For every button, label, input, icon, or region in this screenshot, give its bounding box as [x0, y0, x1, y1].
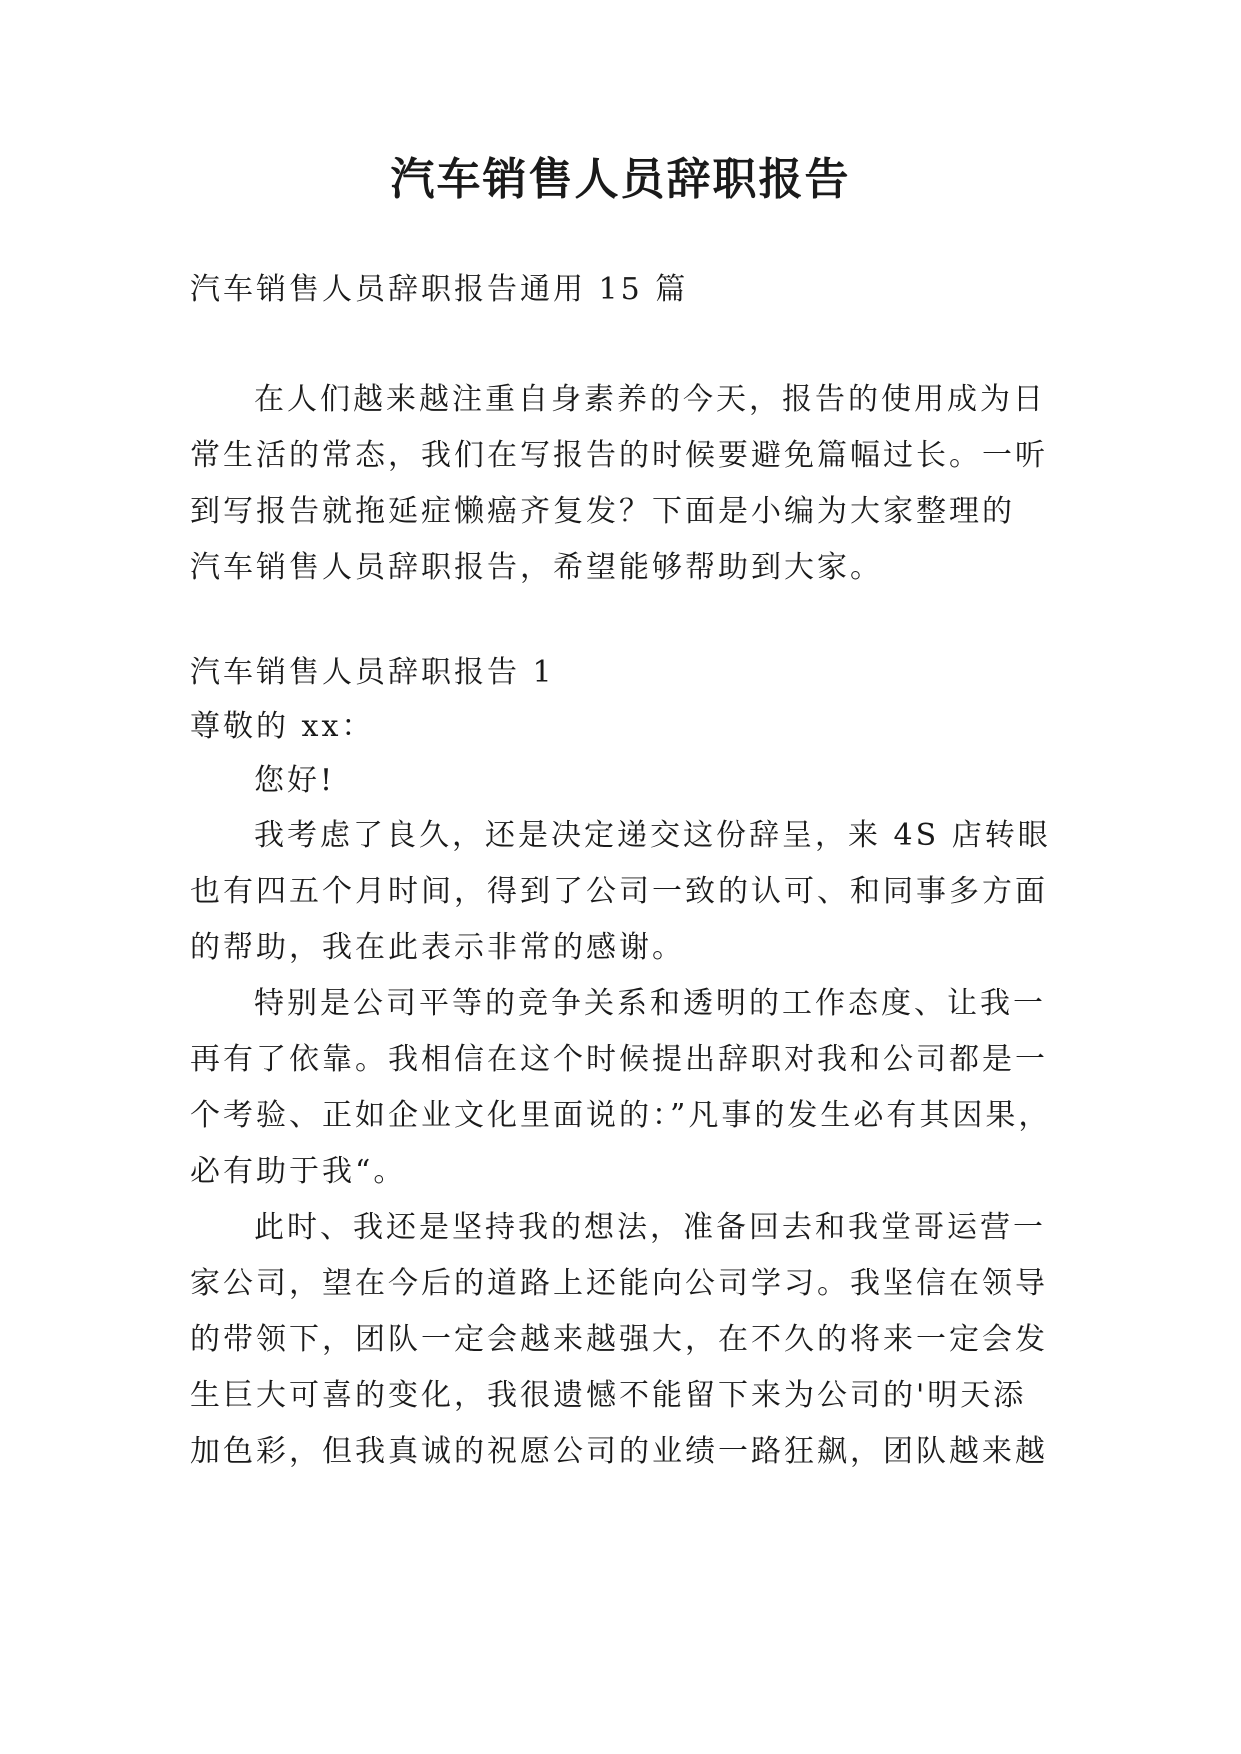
document-title: 汽车销售人员辞职报告: [390, 154, 851, 205]
intro-line: 在人们越来越注重自身素养的今天，报告的使用成为日: [254, 382, 1046, 417]
paragraph-line: 生巨大可喜的变化，我很遗憾不能留下来为公司的'明天添: [190, 1378, 1027, 1413]
greeting: 您好!: [254, 763, 336, 798]
intro-line: 汽车销售人员辞职报告，希望能够帮助到大家。: [190, 550, 883, 585]
paragraph-line: 家公司，望在今后的道路上还能向公司学习。我坚信在领导: [190, 1266, 1048, 1301]
paragraph-line: 的带领下，团队一定会越来越强大，在不久的将来一定会发: [190, 1322, 1048, 1357]
body-paragraph-2: [190, 976, 1060, 1200]
paragraph-line: 必有助于我“。: [190, 1154, 407, 1189]
paragraph-line: 我考虑了良久，还是决定递交这份辞呈，来 4S 店转眼: [254, 818, 1051, 853]
body-paragraph-3: [190, 1200, 1060, 1480]
body-paragraph-1: [190, 808, 1060, 976]
paragraph-line: 也有四五个月时间，得到了公司一致的认可、和同事多方面: [190, 874, 1048, 909]
salutation: 尊敬的 xx：: [190, 709, 375, 744]
intro-line: 到写报告就拖延症懒癌齐复发？下面是小编为大家整理的: [190, 494, 1015, 529]
section-title: 汽车销售人员辞职报告 1: [190, 655, 555, 690]
paragraph-line: 此时、我还是坚持我的想法，准备回去和我堂哥运营一: [254, 1210, 1046, 1245]
document-subtitle: 汽车销售人员辞职报告通用 15 篇: [190, 272, 689, 307]
paragraph-line: 再有了依靠。我相信在这个时候提出辞职对我和公司都是一: [190, 1042, 1048, 1077]
intro-paragraph: [190, 372, 1060, 596]
paragraph-line: 的帮助，我在此表示非常的感谢。: [190, 930, 685, 965]
paragraph-line: 特别是公司平等的竞争关系和透明的工作态度、让我一: [254, 986, 1046, 1021]
paragraph-line: 加色彩，但我真诚的祝愿公司的业绩一路狂飙，团队越来越: [190, 1434, 1048, 1469]
intro-line: 常生活的常态，我们在写报告的时候要避免篇幅过长。一听: [190, 438, 1048, 473]
document-body: [190, 262, 1060, 1480]
paragraph-line: 个考验、正如企业文化里面说的：”凡事的发生必有其因果，: [190, 1098, 1052, 1133]
